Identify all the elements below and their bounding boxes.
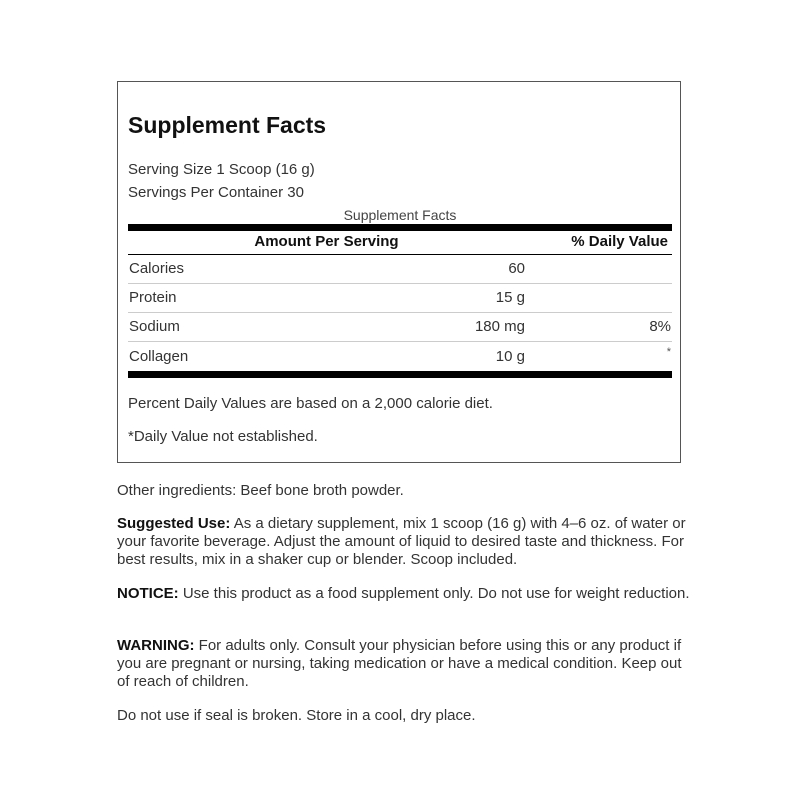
header-daily-value: % Daily Value: [571, 233, 668, 250]
notice-text: Use this product as a food supplement only. Do not use for weight reduction.: [178, 585, 690, 602]
supplement-facts-panel: [117, 81, 681, 463]
nutrient-daily-value: 8%: [649, 318, 671, 335]
suggested-use: [117, 515, 692, 569]
facts-title: Supplement Facts: [128, 112, 327, 138]
notice-label: NOTICE:: [117, 585, 179, 602]
nutrient-amount: 10 g: [495, 348, 525, 365]
warning-text: For adults only. Consult your physician before using this or any product if you are pregnant or nursing, taking medication or have a medical condition. Keep out of reach of children.: [117, 637, 682, 690]
footnote-daily-values: Percent Daily Values are based on a 2,000 calorie diet.: [128, 395, 493, 412]
suggested-use-text: As a dietary supplement, mix 1 scoop (16 g) with 4–6 oz. of water or your favorite beverage. Adjust the amount of liquid to desired taste and thickness. For best results, mix in a shaker cup or blender. Scoop included.: [117, 515, 686, 568]
footnote-not-established: *Daily Value not established.: [128, 428, 318, 445]
notice: [117, 585, 692, 603]
warning-label: WARNING:: [117, 637, 195, 654]
table-row: [128, 255, 672, 284]
nutrient-daily-value: *: [666, 346, 671, 358]
table-caption: Supplement Facts: [343, 207, 457, 223]
table-row: [128, 284, 672, 313]
storage-instructions: Do not use if seal is broken. Store in a cool, dry place.: [117, 707, 476, 724]
nutrient-name: Protein: [129, 289, 177, 306]
nutrient-name: Sodium: [129, 318, 180, 335]
table-row: [128, 313, 672, 342]
nutrient-amount: 15 g: [495, 289, 525, 306]
nutrient-amount: 180 mg: [474, 318, 525, 335]
nutrient-amount: 60: [508, 260, 525, 277]
warning: [117, 637, 692, 691]
header-amount-per-serving: Amount Per Serving: [254, 233, 399, 250]
table-header: [128, 232, 672, 255]
nutrient-name: Collagen: [129, 348, 189, 365]
divider-thick-bottom: [128, 371, 672, 378]
servings-per-container: Servings Per Container 30: [128, 184, 304, 201]
divider-thick-top: [128, 224, 672, 231]
suggested-use-label: Suggested Use:: [117, 515, 231, 532]
serving-size: Serving Size 1 Scoop (16 g): [128, 161, 315, 178]
other-ingredients: Other ingredients: Beef bone broth powder.: [117, 482, 404, 499]
table-row: [128, 343, 672, 371]
nutrient-name: Calories: [129, 260, 185, 277]
